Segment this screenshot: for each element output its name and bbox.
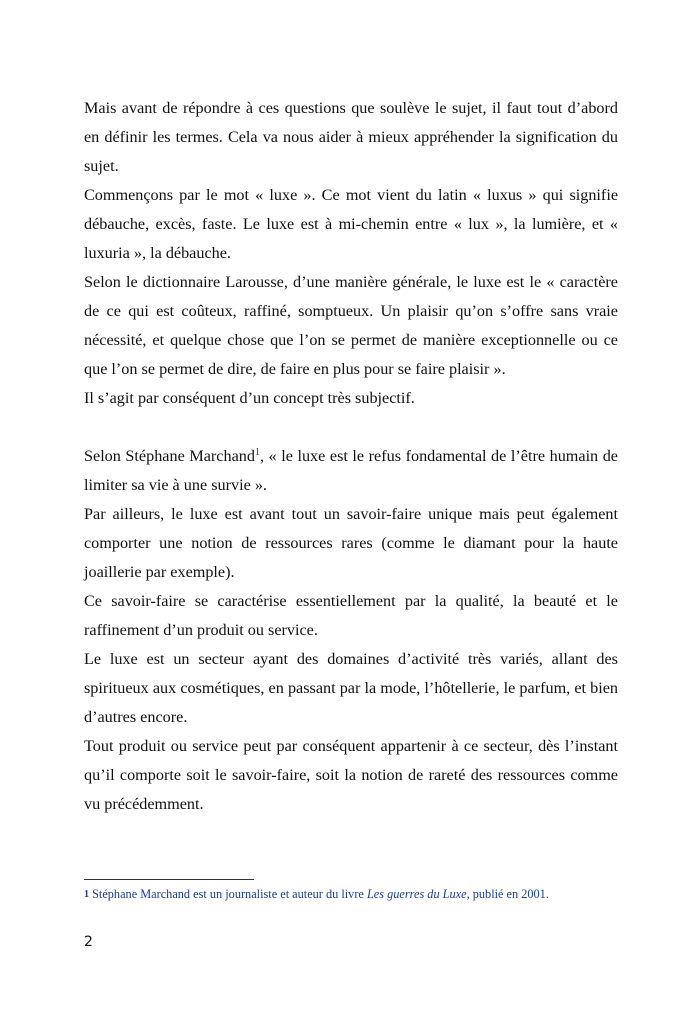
footnote-reference[interactable]: 1 [254,447,260,458]
quote-text: , « le luxe est le refus fondamental de l’être humain de limiter sa vie à une survie ». [84,447,618,494]
footnote-text-end: , publié en 2001. [466,887,549,901]
footnote-divider [84,879,254,880]
paragraph-marchand-quote [84,442,618,500]
footnote [84,885,618,904]
paragraph-conclusion: Tout produit ou service peut par conséquent appartenir à ce secteur, dès l’instant qu’il comporte soit le savoir-faire, soit la notion de rareté des ressources comme vu précédemment. [84,737,618,813]
paragraph-spacer [84,413,618,442]
paragraph-subjective-concept: Il s’agit par conséquent d’un concept très subjectif. [84,389,415,407]
paragraph-etymology: Commençons par le mot « luxe ». Ce mot vient du latin « luxus » qui signifie débauche, excès, faste. Le luxe est à mi-chemin entre « lux », la lumière, et « luxuria », la débauche. [84,186,618,262]
paragraph-quality: Ce savoir-faire se caractérise essentiellement par la qualité, la beauté et le raffinement d’un produit ou service. [84,592,618,639]
footnote-book-title: Les guerres du Luxe [366,887,467,901]
paragraph-sector: Le luxe est un secteur ayant des domaines d’activité très variés, allant des spiritueux aux cosmétiques, en passant par la mode, l’hôtellerie, le parfum, et bien d’autres encore. [84,650,618,726]
paragraph-definition-intro: Mais avant de répondre à ces questions que soulève le sujet, il faut tout d’abord en définir les termes. Cela va nous aider à mieux appréhender la signification du sujet. [84,99,618,175]
footnote-number: 1 [84,889,89,900]
paragraph-larousse-definition: Selon le dictionnaire Larousse, d’une manière générale, le luxe est le « caractère de ce qui est coûteux, raffiné, somptueux. Un plaisir qu’on s’offre sans vraie nécessité, et quelque chose que l’on se permet de manière exceptionnelle ou ce que l’on se permet de dire, de faire en plus pour se faire plaisir ». [84,273,618,378]
body-text [84,94,618,819]
page-number: 2 [84,934,93,950]
quote-intro-text: Selon Stéphane Marchand [84,447,255,465]
paragraph-savoir-faire: Par ailleurs, le luxe est avant tout un savoir-faire unique mais peut également comporter une notion de ressources rares (comme le diamant pour la haute joaillerie par exemple). [84,505,618,581]
footnote-text: Stéphane Marchand est un journaliste et auteur du livre [89,887,367,901]
